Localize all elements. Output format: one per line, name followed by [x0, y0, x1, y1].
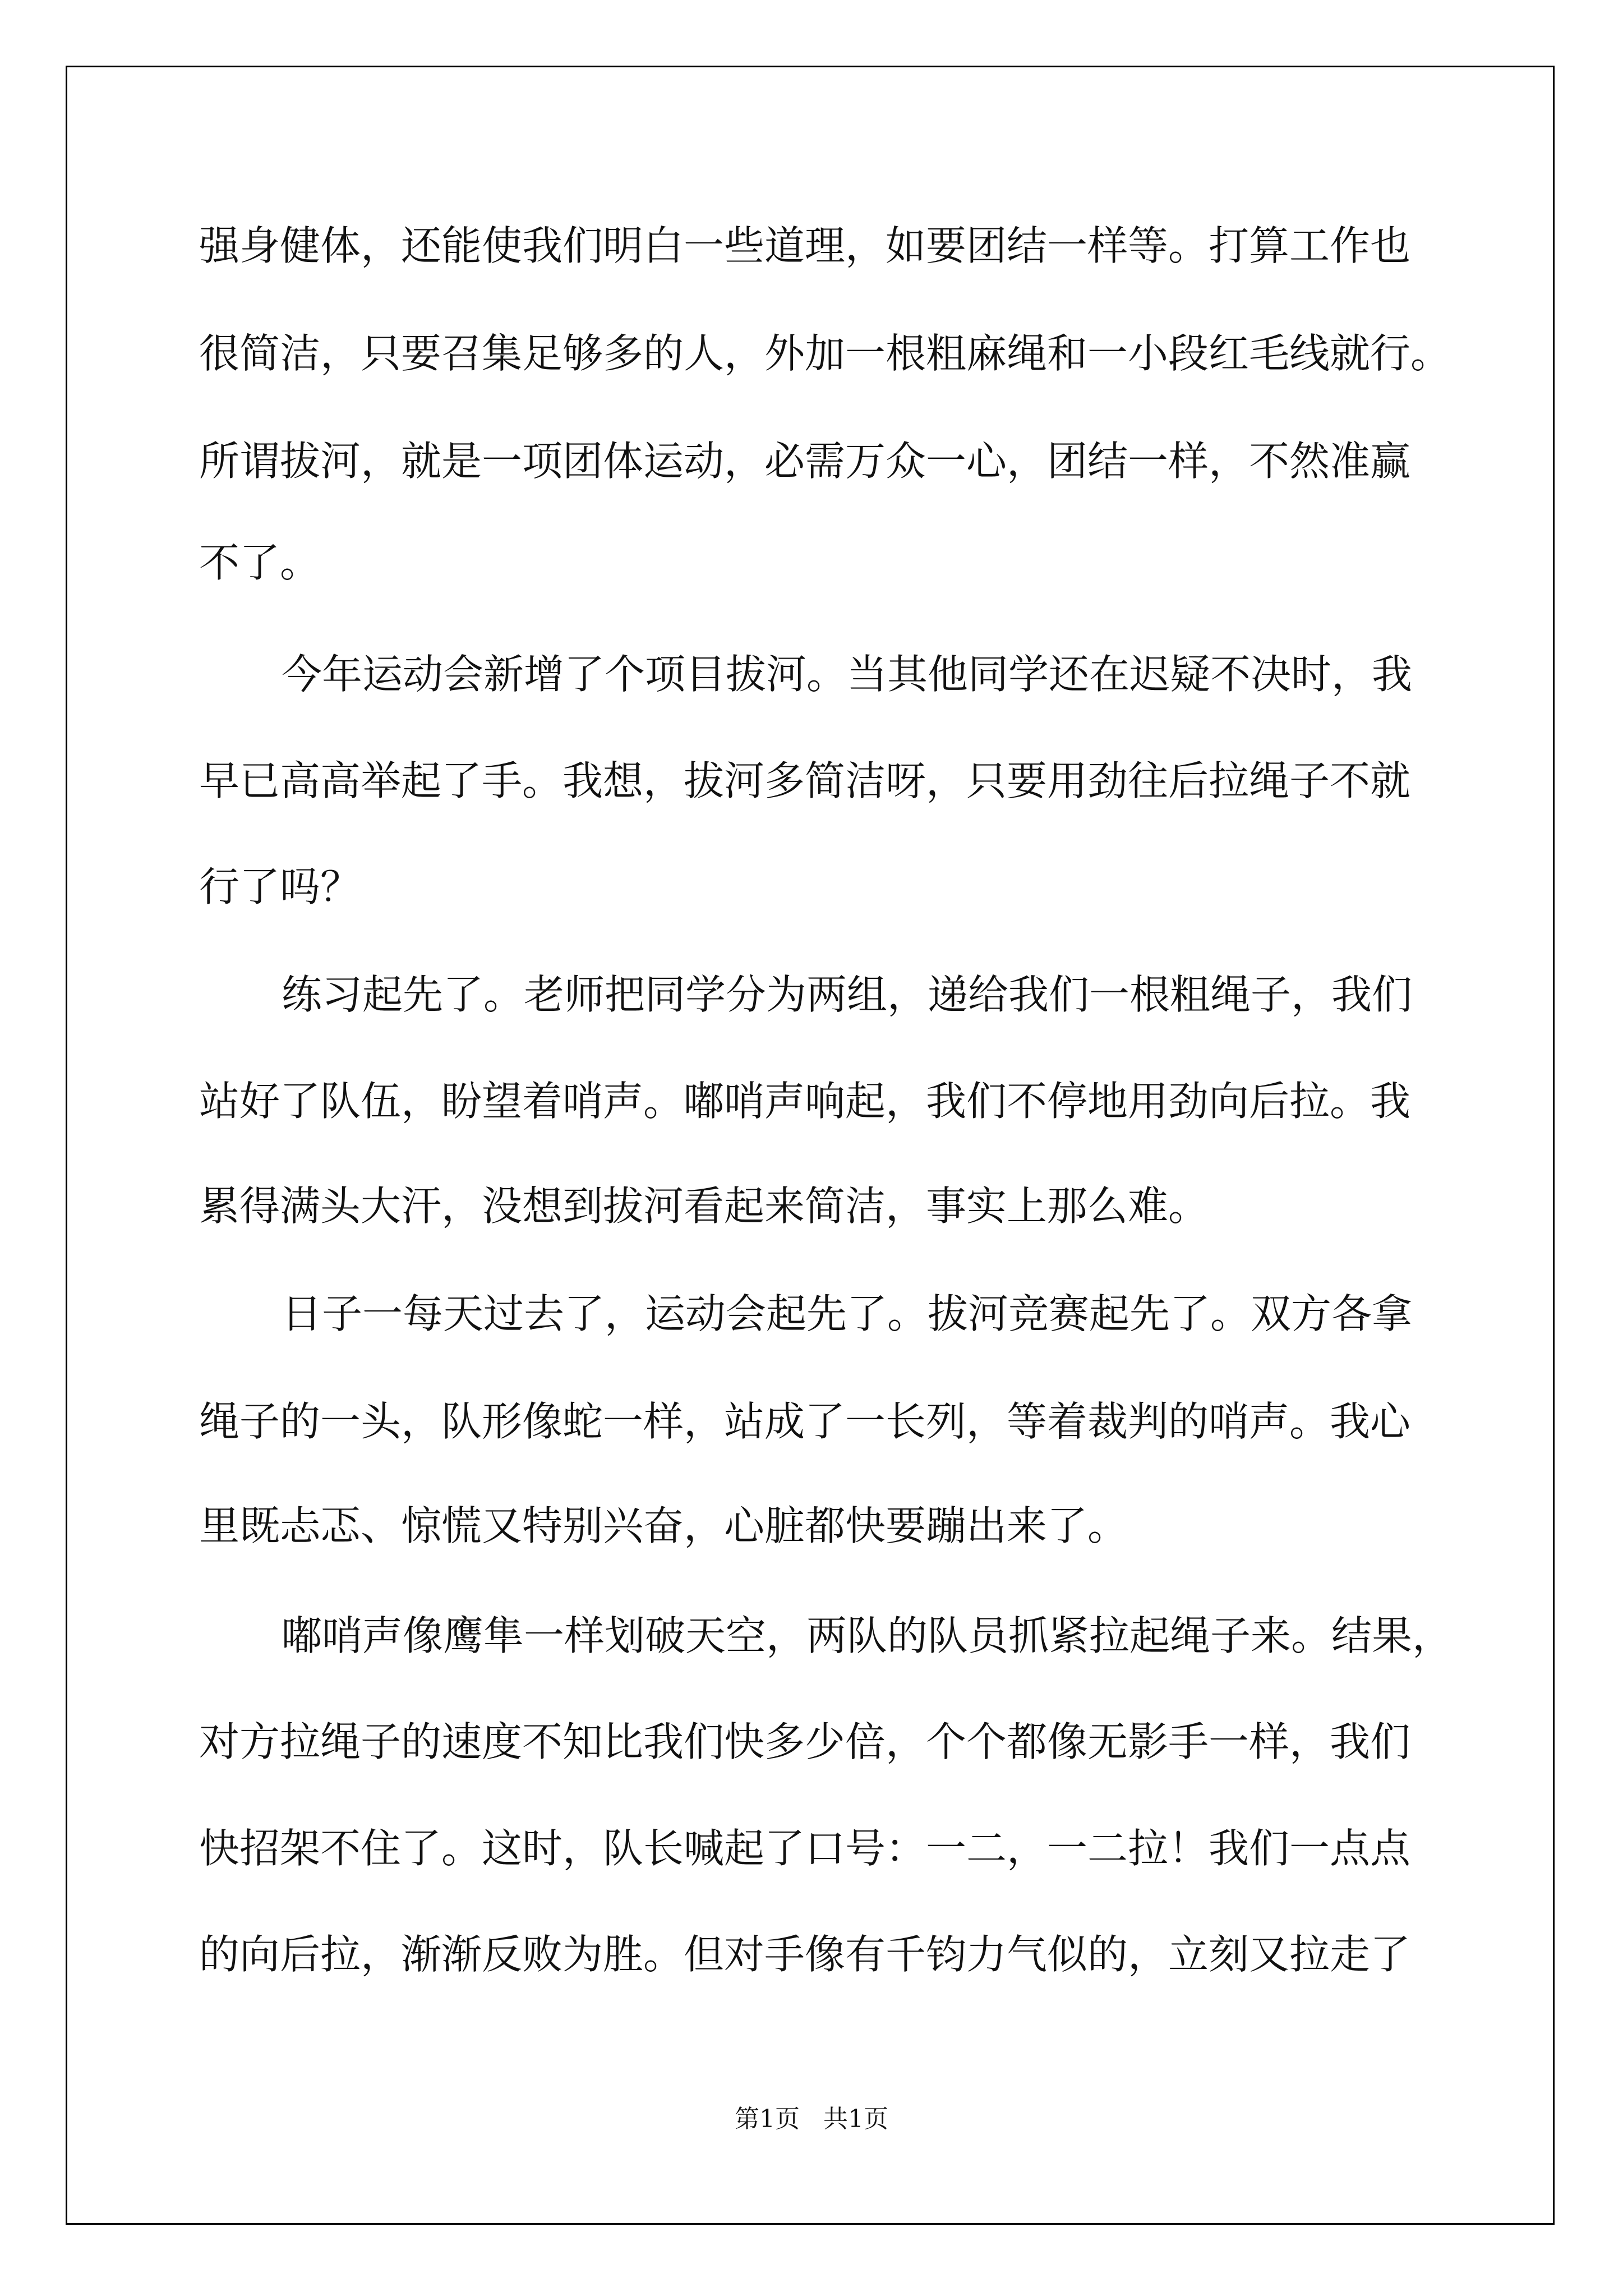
paragraph-first-line: 今年运动会新增了个项目拔河。当其他同学还在迟疑不决时，我	[282, 651, 1413, 698]
paragraph-first-line: 嘟哨声像鹰隼一样划破天空，两队的队员抓紧拉起绳子来。结果，	[282, 1612, 1453, 1659]
page-number-footer: 第1页 共1页	[735, 2105, 888, 2133]
text-line: 快招架不住了。这时，队长喊起了口号：一二，一二拉！我们一点点	[199, 1825, 1411, 1872]
text-line: 强身健体，还能使我们明白一些道理，如要团结一样等。打算工作也	[199, 222, 1411, 269]
text-line: 累得满头大汗，没想到拔河看起来简洁，事实上那么难。	[199, 1182, 1209, 1230]
text-line: 所谓拔河，就是一项团体运动，必需万众一心，团结一样，不然准赢	[199, 438, 1411, 485]
text-line: 很简洁，只要召集足够多的人，外加一根粗麻绳和一小段红毛线就行。	[199, 330, 1451, 377]
text-line: 绳子的一头，队形像蛇一样，站成了一长列，等着裁判的哨声。我心	[199, 1398, 1411, 1445]
text-line: 站好了队伍，盼望着哨声。嘟哨声响起，我们不停地用劲向后拉。我	[199, 1078, 1411, 1125]
text-line: 不了。	[199, 539, 321, 586]
text-line: 行了吗？	[199, 863, 361, 910]
page-frame	[66, 66, 1555, 2225]
text-line: 里既忐忑、惊慌又特别兴奋，心脏都快要蹦出来了。	[199, 1502, 1128, 1549]
paragraph-first-line: 日子一每天过去了，运动会起先了。拔河竞赛起先了。双方各拿	[282, 1290, 1413, 1337]
text-line: 的向后拉，渐渐反败为胜。但对手像有千钧力气似的，立刻又拉走了	[199, 1931, 1411, 1978]
text-line: 早已高高举起了手。我想，拔河多简洁呀，只要用劲往后拉绳子不就	[199, 757, 1411, 804]
paragraph-first-line: 练习起先了。老师把同学分为两组，递给我们一根粗绳子，我们	[282, 971, 1413, 1018]
text-line: 对方拉绳子的速度不知比我们快多少倍，个个都像无影手一样，我们	[199, 1718, 1411, 1765]
